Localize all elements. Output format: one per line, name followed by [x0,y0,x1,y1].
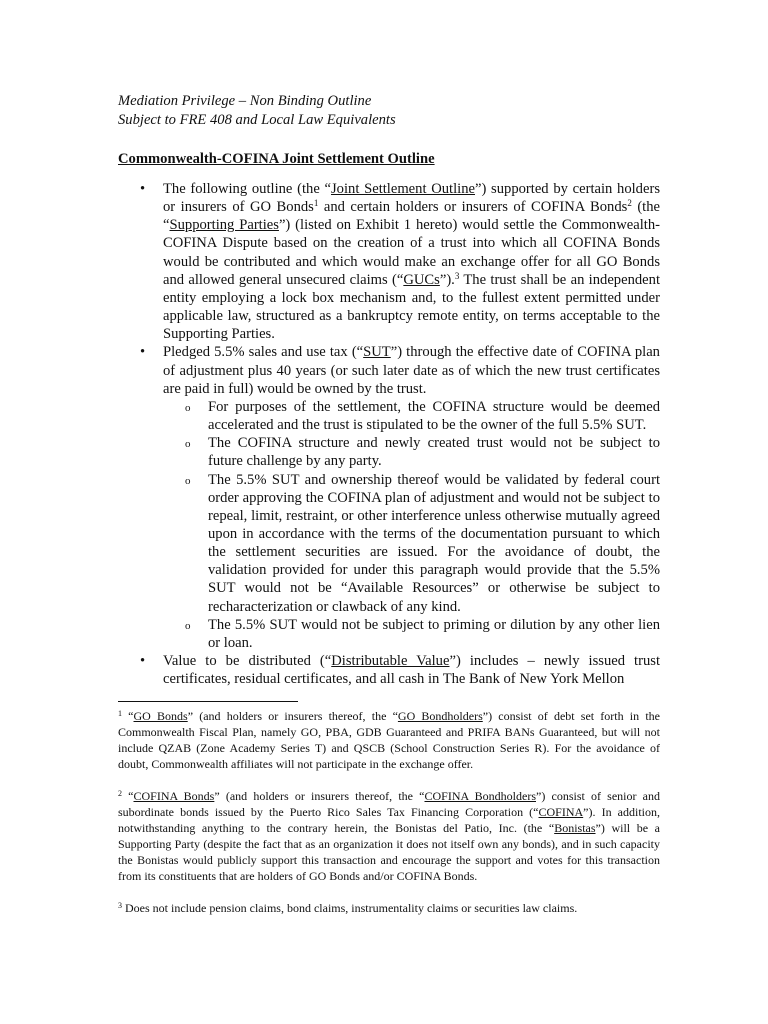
circle-bullet-icon: o [185,619,191,632]
footnote-3 [118,900,660,916]
text: ” (and holders or insurers thereof, the “ [187,709,398,723]
sub-bullet-item [163,471,660,616]
bullet-icon: • [140,181,146,197]
text: ”) supported by certain holders or insurers of GO Bonds [163,181,660,216]
text: and certain holders or insurers of COFINA Bonds [318,199,628,216]
text: ”) consist of debt set forth in the Commonwealth Fiscal Plan, namely GO, PBA, GDB Guaranteed and PRIFA BANs Guaranteed, but will not include QZAB (Zone Academy Series T) and QSCB (School Construction Series R). For the avoidance of doubt, Commonwealth affiliates will not participate in the exchange offer. [118,709,660,771]
text: (the “ [163,199,661,234]
bullet-item-joint-outline [118,180,660,343]
bullet-item-distributable-value [118,652,660,688]
text: ”). In addition, notwithstanding anything to the contrary herein, the Bonistas del Patio, Inc. (the “ [118,805,660,835]
bullet-icon: • [140,653,146,670]
footnote-number: 3 [118,901,122,910]
text: Does not include pension claims, bond claims, instrumentality claims or securities law claims. [122,901,578,915]
text: Value to be distributed (“ [163,653,332,670]
defined-term: Bonistas [554,821,596,835]
text: ”) will be a Supporting Party (despite the fact that as an organization it does not itself own any bonds), and in such capacity the Bonistas would publicly support this transaction and encourage the support and votes for this transaction from its constituents that are holders of GO Bonds and/or COFINA Bonds. [118,821,660,883]
sub-bullet-item [163,616,660,652]
header-line-2: Subject to FRE 408 and Local Law Equivalents [118,112,396,128]
text: Pledged 5.5% sales and use tax (“ [163,344,364,361]
defined-term: COFINA Bonds [133,789,215,803]
sub-bullet-item [163,434,660,470]
footnote-2 [118,788,660,884]
text: ” (and holders or insurers thereof, the “ [214,789,425,803]
bullet-icon: • [140,344,146,361]
sub-bullet-text: For purposes of the settlement, the COFINA structure would be deemed accelerated and the trust is stipulated to be the owner of the full 5.5% SUT. [208,398,660,434]
footnote-ref-2[interactable]: 2 [627,198,632,209]
footnote-number: 1 [118,709,122,718]
document-title: Commonwealth-COFINA Joint Settlement Outline [118,151,435,167]
text: ”) (listed on Exhibit 1 hereto) would settle the Commonwealth-COFINA Dispute based on the creation of a trust into which all COFINA Bonds would be contributed and which would make an exchange offer for all GO Bonds and allowed general unsecured claims (“ [163,217,660,288]
bullet-list [118,180,660,688]
bullet-item-pledged-sut [118,343,660,652]
defined-term: Joint Settlement Outline [331,181,475,197]
privilege-header [118,92,396,130]
defined-term: COFINA [538,805,584,819]
text: The trust shall be an independent entity employing a lock box mechanism and, to the fullest extent permitted under applicable law, structured as a bankruptcy remote entity, on terms acceptable to the Supporting Parties. [163,271,660,343]
defined-term: Supporting Parties [169,217,279,234]
defined-term: Distributable Value [331,653,450,670]
circle-bullet-icon: o [185,474,191,487]
footnote-ref-3[interactable]: 3 [454,270,460,281]
footnote-divider [118,701,298,702]
footnote-1 [118,708,660,772]
text: “ [122,709,134,723]
footnote-ref-1[interactable]: 1 [313,198,319,209]
text: ”). [439,271,455,288]
sub-bullet-text: The 5.5% SUT and ownership thereof would be validated by federal court order approving the COFINA plan of adjustment and would not be subject to repeal, limit, restraint, or other interference unless otherwise mutually agreed upon in accordance with the terms of the documentation pursuant to which the settlement securities are issued. For the avoidance of doubt, the validation provided for under this paragraph would provide that the 5.5% SUT would not be “Available Resources” or otherwise be subject to recharacterization or clawback of any kind. [208,471,660,615]
circle-bullet-icon: o [185,401,191,414]
header-line-1: Mediation Privilege – Non Binding Outline [118,93,372,109]
sub-bullet-item [163,398,660,434]
defined-term: GUCs [403,271,440,288]
outline-body [118,180,660,688]
text: The following outline (the “ [163,181,331,197]
defined-term: GO Bonds [133,709,188,723]
sub-bullet-text: The COFINA structure and newly created trust would not be subject to future challenge by any party. [208,435,660,470]
defined-term: GO Bondholders [397,709,483,723]
defined-term: SUT [363,344,391,361]
text: “ [122,789,134,803]
sub-bullet-list [163,398,660,652]
circle-bullet-icon: o [185,438,191,451]
footnotes [118,708,660,932]
text: ”) through the effective date of COFINA plan of adjustment plus 40 years (or such later date as of which the new trust certificates are paid in full) would be owned by the trust. [163,344,660,397]
text: ”) includes – newly issued trust certificates, residual certificates, and all cash in The Bank of New York Mellon [163,653,661,688]
text: ”) consist of senior and subordinate bonds issued by the Puerto Rico Sales Tax Financing Corporation (“ [118,789,660,819]
footnote-number: 2 [118,789,122,798]
sub-bullet-text: The 5.5% SUT would not be subject to priming or dilution by any other lien or loan. [208,616,660,651]
defined-term: COFINA Bondholders [424,789,536,803]
